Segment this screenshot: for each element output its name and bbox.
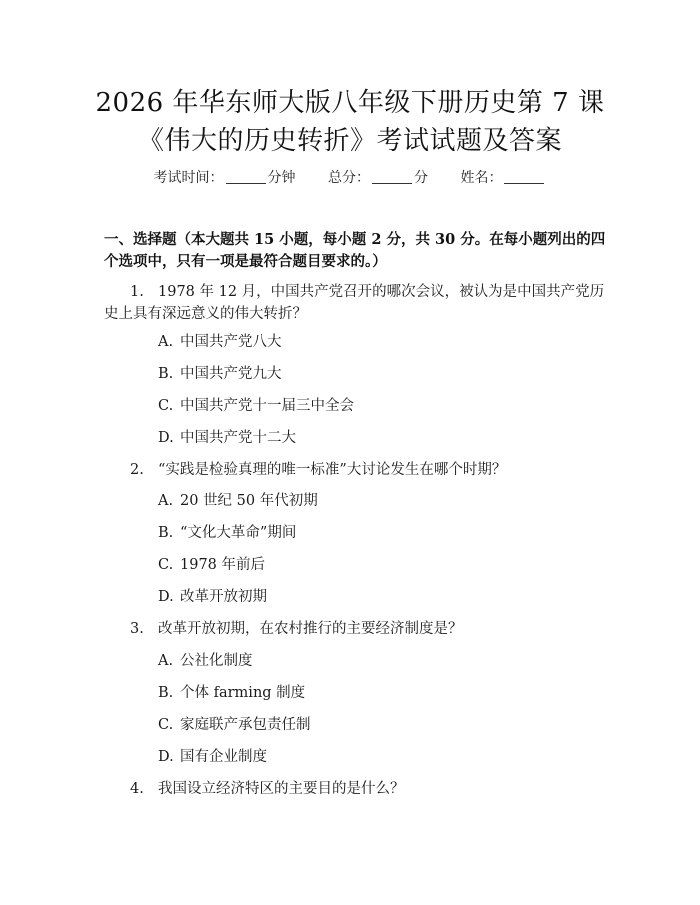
option-letter: D. [158, 430, 174, 446]
question-2-option-b [158, 522, 598, 544]
exam-time-label: 考试时间： [153, 170, 224, 186]
option-letter: A. [158, 493, 174, 509]
question-text: “实践是检验真理的唯一标准”大讨论发生在哪个时期？ [158, 462, 507, 478]
question-4 [104, 778, 614, 800]
option-letter: B. [158, 366, 174, 382]
question-text: 改革开放初期，在农村推行的主要经济制度是？ [158, 621, 463, 637]
exam-time-field [154, 168, 296, 188]
question-number: 1. [130, 284, 144, 300]
page-title-line-1: 2026 年华东师大版八年级下册历史第 7 课 [95, 88, 605, 118]
section-heading: 一、选择题（本大题共 15 小题，每小题 2 分，共 30 分。在每小题列出的四个选项中，只有一项是最符合题目要求的。） [104, 231, 606, 270]
total-score-field [328, 168, 428, 188]
page-title-line-2: 《伟大的历史转折》考试试题及答案 [137, 126, 562, 156]
option-text: 中国共产党八大 [180, 334, 282, 350]
option-text: 公社化制度 [180, 653, 253, 669]
question-2 [104, 459, 614, 481]
question-3 [104, 618, 614, 640]
question-number: 4. [130, 781, 144, 797]
student-name-field [460, 168, 546, 188]
option-text: 改革开放初期 [180, 589, 267, 605]
option-letter: A. [158, 653, 174, 669]
question-1-option-b [158, 363, 598, 385]
total-score-unit: 分 [414, 170, 428, 186]
option-text: 家庭联产承包责任制 [180, 717, 311, 733]
option-letter: C. [158, 398, 174, 414]
question-3-option-a [158, 650, 598, 672]
question-3-option-d [158, 746, 598, 768]
question-number: 2. [130, 462, 144, 478]
question-3-option-b [158, 682, 598, 704]
question-text: 1978 年 12 月，中国共产党召开的哪次会议，被认为是中国共产党历史上具有深远意义的伟大转折？ [104, 284, 605, 322]
option-letter: D. [158, 589, 174, 605]
question-1-option-c [158, 395, 598, 417]
question-1-option-a [158, 331, 598, 353]
exam-info-row [0, 168, 700, 188]
student-name-blank [504, 169, 544, 184]
question-2-option-c [158, 554, 598, 576]
total-score-blank [372, 169, 412, 184]
option-text: 1978 年前后 [180, 557, 266, 573]
question-1-option-d [158, 427, 598, 449]
option-letter: B. [158, 525, 174, 541]
exam-time-unit: 分钟 [267, 170, 296, 186]
question-number: 3. [130, 621, 144, 637]
option-letter: C. [158, 557, 174, 573]
question-2-option-a [158, 490, 598, 512]
student-name-label: 姓名： [460, 170, 503, 186]
question-1 [104, 281, 614, 325]
option-letter: C. [158, 717, 174, 733]
option-text: 中国共产党九大 [180, 366, 282, 382]
option-letter: D. [158, 749, 174, 765]
option-text: 个体 farming 制度 [180, 685, 306, 701]
option-letter: A. [158, 334, 174, 350]
total-score-label: 总分： [328, 170, 370, 186]
option-text: 中国共产党十二大 [180, 430, 296, 446]
option-text: 国有企业制度 [180, 749, 267, 765]
exam-time-blank [226, 169, 266, 184]
option-letter: B. [158, 685, 174, 701]
option-text: “文化大革命”期间 [180, 525, 297, 541]
option-text: 中国共产党十一届三中全会 [180, 398, 354, 414]
question-3-option-c [158, 714, 598, 736]
option-text: 20 世纪 50 年代初期 [180, 493, 318, 509]
question-text: 我国设立经济特区的主要目的是什么？ [158, 781, 405, 797]
question-2-option-d [158, 586, 598, 608]
